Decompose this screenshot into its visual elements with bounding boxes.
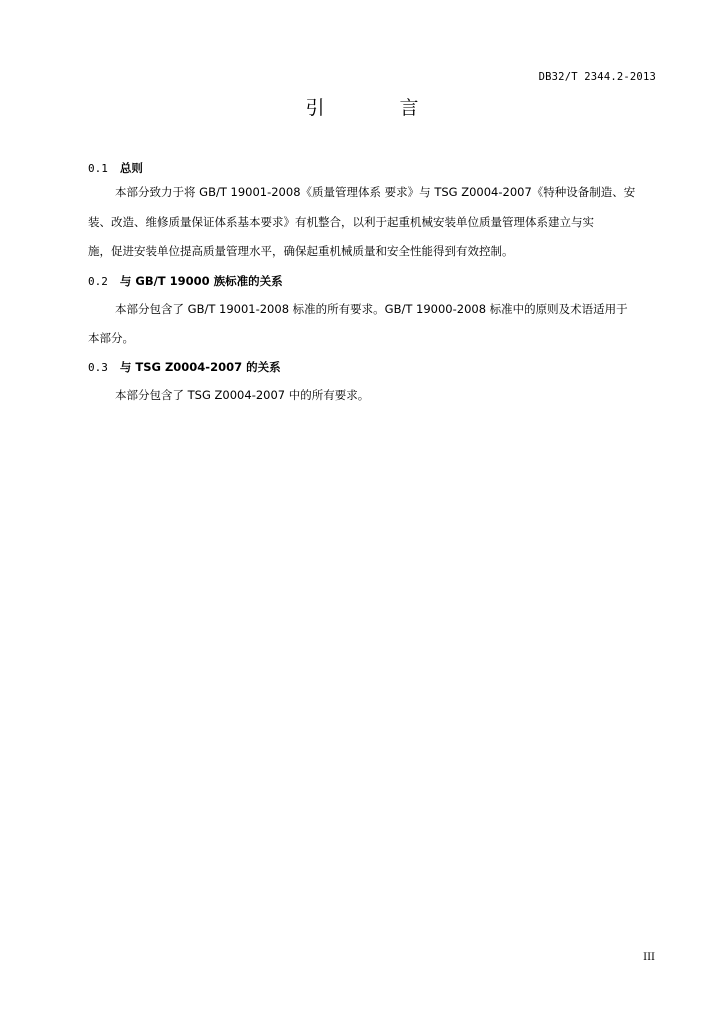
section-heading-0-1 xyxy=(88,160,143,176)
section-title: 与 GB/T 19000 族标准的关系 xyxy=(119,274,283,288)
section-heading-0-2 xyxy=(88,273,283,289)
paragraph-line: 本部分致力于将 GB/T 19001-2008《质量管理体系 要求》与 TSG Z0004-2007《特种设备制造、安 xyxy=(115,185,636,199)
paragraph-line: 施，促进安装单位提高质量管理水平，确保起重机械质量和安全性能得到有效控制。 xyxy=(88,244,514,258)
page-title: 引 言 xyxy=(305,97,447,119)
section-heading-0-3 xyxy=(88,359,281,375)
paragraph-line: 装、改造、维修质量保证体系基本要求》有机整合，以利于起重机械安装单位质量管理体系建立与实 xyxy=(88,215,594,229)
section-title: 与 TSG Z0004-2007 的关系 xyxy=(119,360,281,374)
section-number: 0.3 xyxy=(88,361,108,374)
paragraph-line: 本部分。 xyxy=(88,331,134,345)
paragraph-line: 本部分包含了 TSG Z0004-2007 中的所有要求。 xyxy=(115,388,370,402)
section-number: 0.1 xyxy=(88,162,108,175)
section-number: 0.2 xyxy=(88,275,108,288)
page-number: III xyxy=(643,952,655,963)
section-title: 总则 xyxy=(119,161,143,175)
document-code: DB32/T 2344.2-2013 xyxy=(538,71,656,83)
paragraph-line: 本部分包含了 GB/T 19001-2008 标准的所有要求。GB/T 19000-2008 标准中的原则及术语适用于 xyxy=(115,302,628,316)
